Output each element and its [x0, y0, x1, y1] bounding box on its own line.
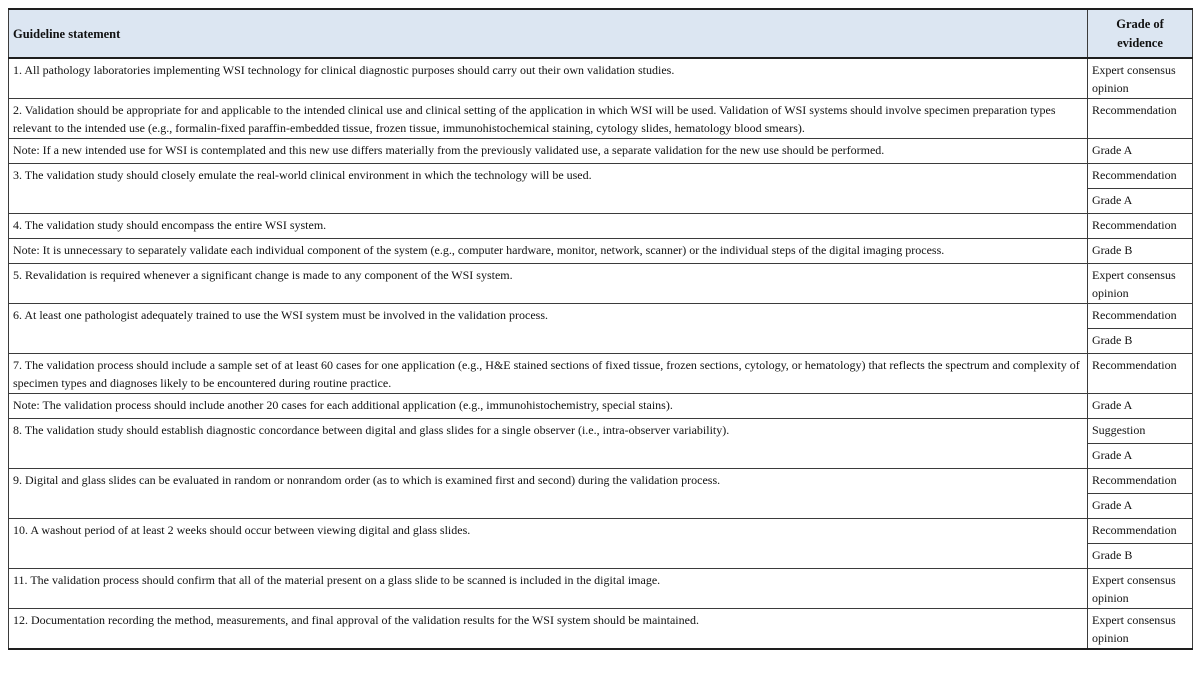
table-body: [9, 58, 1193, 649]
guideline-table-container: [8, 8, 1192, 650]
guideline-statement-cell: 8. The validation study should establish diagnostic concordance between digital and glass slides for a single observer (i.e., intra-observer variability).: [9, 419, 1088, 469]
grade-of-evidence-cell: Recommendation: [1088, 164, 1193, 189]
table-row: [9, 304, 1193, 329]
guideline-statement-cell: 9. Digital and glass slides can be evaluated in random or nonrandom order (as to which is examined first and second) during the validation process.: [9, 469, 1088, 519]
guideline-statement-cell: 10. A washout period of at least 2 weeks should occur between viewing digital and glass slides.: [9, 519, 1088, 569]
guideline-statement-cell: 2. Validation should be appropriate for and applicable to the intended clinical use and clinical setting of the application in which WSI will be used. Validation of WSI systems should involve specimen preparation types relevant to the intended use (e.g., formalin-fixed paraffin-embedded tissue, frozen tissue, immunohistochemical staining, cytology slides, hematology blood smears).: [9, 99, 1088, 139]
table-row: [9, 99, 1193, 139]
grade-of-evidence-cell: Grade A: [1088, 444, 1193, 469]
grade-of-evidence-cell: Recommendation: [1088, 469, 1193, 494]
table-row: [9, 609, 1193, 650]
grade-of-evidence-cell: Grade B: [1088, 329, 1193, 354]
table-row: [9, 469, 1193, 494]
header-guideline-statement: Guideline statement: [9, 9, 1088, 58]
guideline-statement-cell: 7. The validation process should include a sample set of at least 60 cases for one application (e.g., H&E stained sections of fixed tissue, frozen sections, cytology, or hematology) that reflects the spectrum and complexity of specimen types and diagnoses likely to be encountered during routine practice.: [9, 354, 1088, 394]
table-row: [9, 569, 1193, 609]
table-row: [9, 239, 1193, 264]
grade-of-evidence-cell: Recommendation: [1088, 99, 1193, 139]
table-row: [9, 139, 1193, 164]
table-row: [9, 164, 1193, 189]
guideline-statement-cell: Note: If a new intended use for WSI is contemplated and this new use differs materially from the previously validated use, a separate validation for the new use should be performed.: [9, 139, 1088, 164]
grade-of-evidence-cell: Grade B: [1088, 544, 1193, 569]
grade-of-evidence-cell: Expert consensus opinion: [1088, 264, 1193, 304]
grade-of-evidence-cell: Grade B: [1088, 239, 1193, 264]
grade-of-evidence-cell: Expert consensus opinion: [1088, 569, 1193, 609]
header-grade-of-evidence: Grade of evidence: [1088, 9, 1193, 58]
grade-of-evidence-cell: Grade A: [1088, 189, 1193, 214]
guideline-statement-cell: 1. All pathology laboratories implementing WSI technology for clinical diagnostic purposes should carry out their own validation studies.: [9, 58, 1088, 99]
guideline-statement-cell: 6. At least one pathologist adequately trained to use the WSI system must be involved in the validation process.: [9, 304, 1088, 354]
grade-of-evidence-cell: Grade A: [1088, 394, 1193, 419]
table-row: [9, 264, 1193, 304]
table-row: [9, 394, 1193, 419]
guideline-statement-cell: 11. The validation process should confirm that all of the material present on a glass slide to be scanned is included in the digital image.: [9, 569, 1088, 609]
guideline-statement-cell: Note: The validation process should include another 20 cases for each additional application (e.g., immunohistochemistry, special stains).: [9, 394, 1088, 419]
grade-of-evidence-cell: Recommendation: [1088, 304, 1193, 329]
grade-of-evidence-cell: Expert consensus opinion: [1088, 609, 1193, 650]
grade-of-evidence-cell: Grade A: [1088, 139, 1193, 164]
grade-of-evidence-cell: Suggestion: [1088, 419, 1193, 444]
guideline-statement-cell: 12. Documentation recording the method, measurements, and final approval of the validation results for the WSI system should be maintained.: [9, 609, 1088, 650]
table-header-row: [9, 9, 1193, 58]
table-row: [9, 519, 1193, 544]
guideline-statement-cell: 4. The validation study should encompass the entire WSI system.: [9, 214, 1088, 239]
grade-of-evidence-cell: Expert consensus opinion: [1088, 58, 1193, 99]
grade-of-evidence-cell: Recommendation: [1088, 519, 1193, 544]
table-row: [9, 214, 1193, 239]
table-row: [9, 354, 1193, 394]
guideline-table: [8, 8, 1193, 650]
grade-of-evidence-cell: Recommendation: [1088, 214, 1193, 239]
table-row: [9, 58, 1193, 99]
guideline-statement-cell: 3. The validation study should closely emulate the real-world clinical environment in which the technology will be used.: [9, 164, 1088, 214]
table-row: [9, 419, 1193, 444]
guideline-statement-cell: 5. Revalidation is required whenever a significant change is made to any component of the WSI system.: [9, 264, 1088, 304]
grade-of-evidence-cell: Recommendation: [1088, 354, 1193, 394]
guideline-statement-cell: Note: It is unnecessary to separately validate each individual component of the system (e.g., computer hardware, monitor, network, scanner) or the individual steps of the digital imaging process.: [9, 239, 1088, 264]
grade-of-evidence-cell: Grade A: [1088, 494, 1193, 519]
